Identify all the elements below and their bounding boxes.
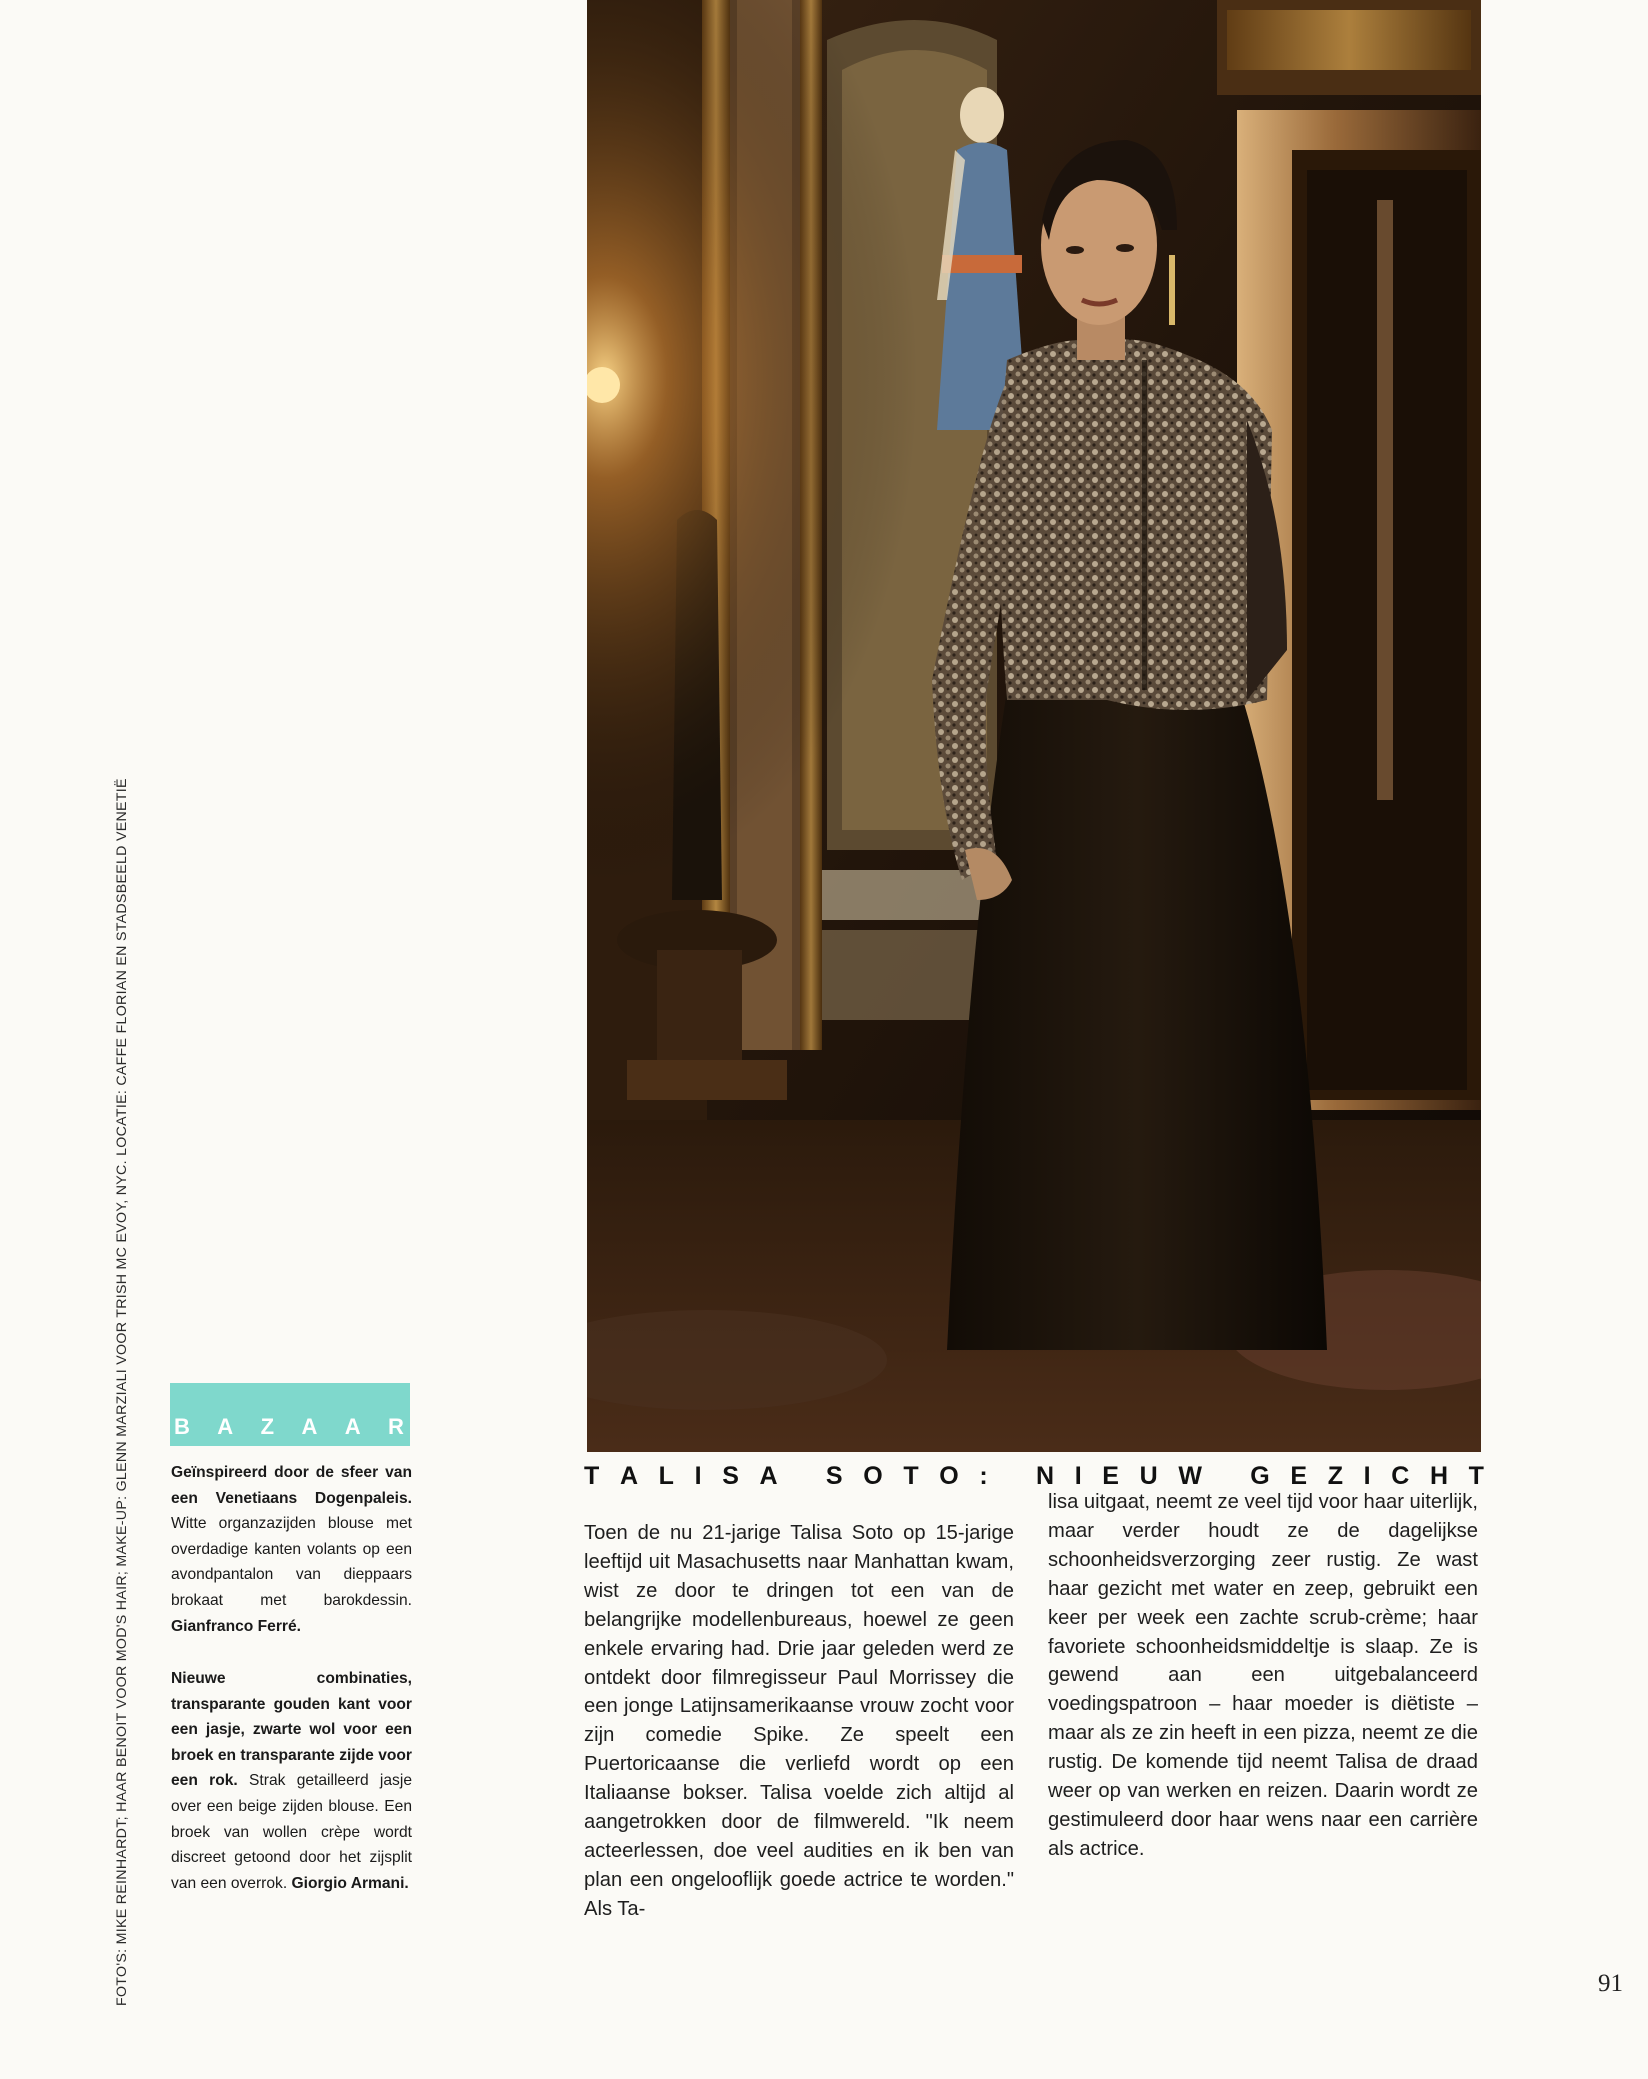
- caption-1-brand: Gianfranco Ferré.: [171, 1617, 301, 1635]
- headline-letter: S: [825, 1462, 843, 1490]
- headline-letter: H: [1429, 1462, 1449, 1490]
- headline-letter: :: [979, 1462, 988, 1490]
- bazaar-letter: Z: [260, 1414, 275, 1439]
- headline-letter: W: [1178, 1462, 1202, 1490]
- caption-2-lead: Nieuwe combinaties, transparante gouden kant voor een jasje, zwarte wol voor een broek en transparante zijde voor een rok.: [171, 1670, 412, 1790]
- headline-letter: O: [863, 1462, 883, 1490]
- photo-credits: FOTO'S: MIKE REINHARDT; HAAR BENOIT VOOR MOD'S HAIR; MAKE-UP: GLENN MARZIALI VOOR TRISH MC EVOY, NYC. LOCATIE: CAFFE FLORIAN EN STADSBEELD VENETIË: [114, 778, 130, 2006]
- headline-letter: T: [903, 1462, 919, 1490]
- headline-letter: O: [939, 1462, 959, 1490]
- headline-letter: U: [1139, 1462, 1158, 1490]
- headline-letter: [798, 1462, 805, 1491]
- photo-illustration: [587, 0, 1481, 1452]
- bazaar-letter: R: [388, 1414, 404, 1439]
- headline-letter: [1223, 1462, 1230, 1491]
- bazaar-letter: B: [174, 1414, 190, 1439]
- caption-1-body: Witte organzazijden blouse met overdadige kanten volants op een avondpantalon van dieppaars brokaat met barokdessin.: [171, 1515, 412, 1609]
- article-column-right: lisa uitgaat, neemt ze veel tijd voor haar uiterlijk, maar verder houdt ze de dagelijkse schoonheidsverzorging zeer rustig. Ze wast haar gezicht met water en zeep, gebruikt een keer per week een zachte scrub-crème; haar favoriete schoonheidsmiddeltje is slaap. Ze is gewend aan een uitgebalanceerd voedingspatroon – haar moeder is diëtiste – maar als ze zin heeft in een pizza, neemt ze die rustig. De komende tijd neemt Talisa de draad weer op van werken en reizen. Daarin wordt ze gestimuleerd door haar wens naar een carrière als actrice.: [1048, 1491, 1478, 1860]
- caption-2-body: Strak getailleerd jasje over een beige zijden blouse. Een broek van wollen crèpe wordt discreet getoond door het zijsplit van een overrok.: [171, 1772, 412, 1892]
- article-column-left: Toen de nu 21-jarige Talisa Soto op 15-jarige leeftijd uit Masachusetts naar Manhattan kwam, wist ze door te dringen tot een van de belangrijke modellenbureaus, hoewel ze geen enkele ervaring had. Drie jaar geleden werd ze ontdekt door filmregisseur Paul Morrissey die een jonge Latijnsamerikaanse vrouw zocht voor zijn comedie Spike. Ze speelt een Puertoricaanse die verliefd wordt op een Italiaanse bokser. Talisa voelde zich altijd al aangetrokken door de filmwereld. "Ik neem acteerlessen, doe veel audities en ik ben van plan een ongelooflijk goede actrice te worden." Als Ta-: [584, 1522, 1014, 1920]
- bazaar-letter: A: [301, 1414, 318, 1439]
- caption-1-lead: Geïnspireerd door de sfeer van een Venetiaans Dogenpaleis.: [171, 1464, 412, 1507]
- headline-letter: T: [584, 1462, 600, 1490]
- caption-paragraph-2: [171, 1666, 412, 1896]
- caption-paragraph-1: [171, 1460, 412, 1639]
- caption-2-brand: Giorgio Armani.: [291, 1874, 409, 1892]
- headline-letter: I: [1074, 1462, 1082, 1490]
- headline-letter: L: [658, 1462, 674, 1490]
- article-headline: [584, 1462, 1484, 1491]
- bazaar-letter: A: [344, 1414, 361, 1439]
- headline-letter: S: [722, 1462, 739, 1490]
- fashion-photo: [587, 0, 1481, 1452]
- headline-letter: I: [1363, 1462, 1371, 1490]
- headline-letter: C: [1391, 1462, 1410, 1490]
- headline-letter: A: [759, 1462, 778, 1490]
- headline-letter: E: [1102, 1462, 1119, 1490]
- headline-letter: E: [1290, 1462, 1308, 1490]
- headline-letter: G: [1250, 1462, 1270, 1490]
- headline-letter: Z: [1327, 1462, 1343, 1490]
- headline-letter: I: [694, 1462, 702, 1490]
- bazaar-letter: A: [217, 1414, 234, 1439]
- headline-letter: T: [1468, 1462, 1484, 1490]
- page-number: 91: [1598, 1970, 1623, 1997]
- headline-letter: [1008, 1462, 1015, 1491]
- headline-letter: N: [1035, 1462, 1055, 1490]
- headline-letter: A: [619, 1462, 638, 1490]
- bazaar-label: [170, 1414, 410, 1440]
